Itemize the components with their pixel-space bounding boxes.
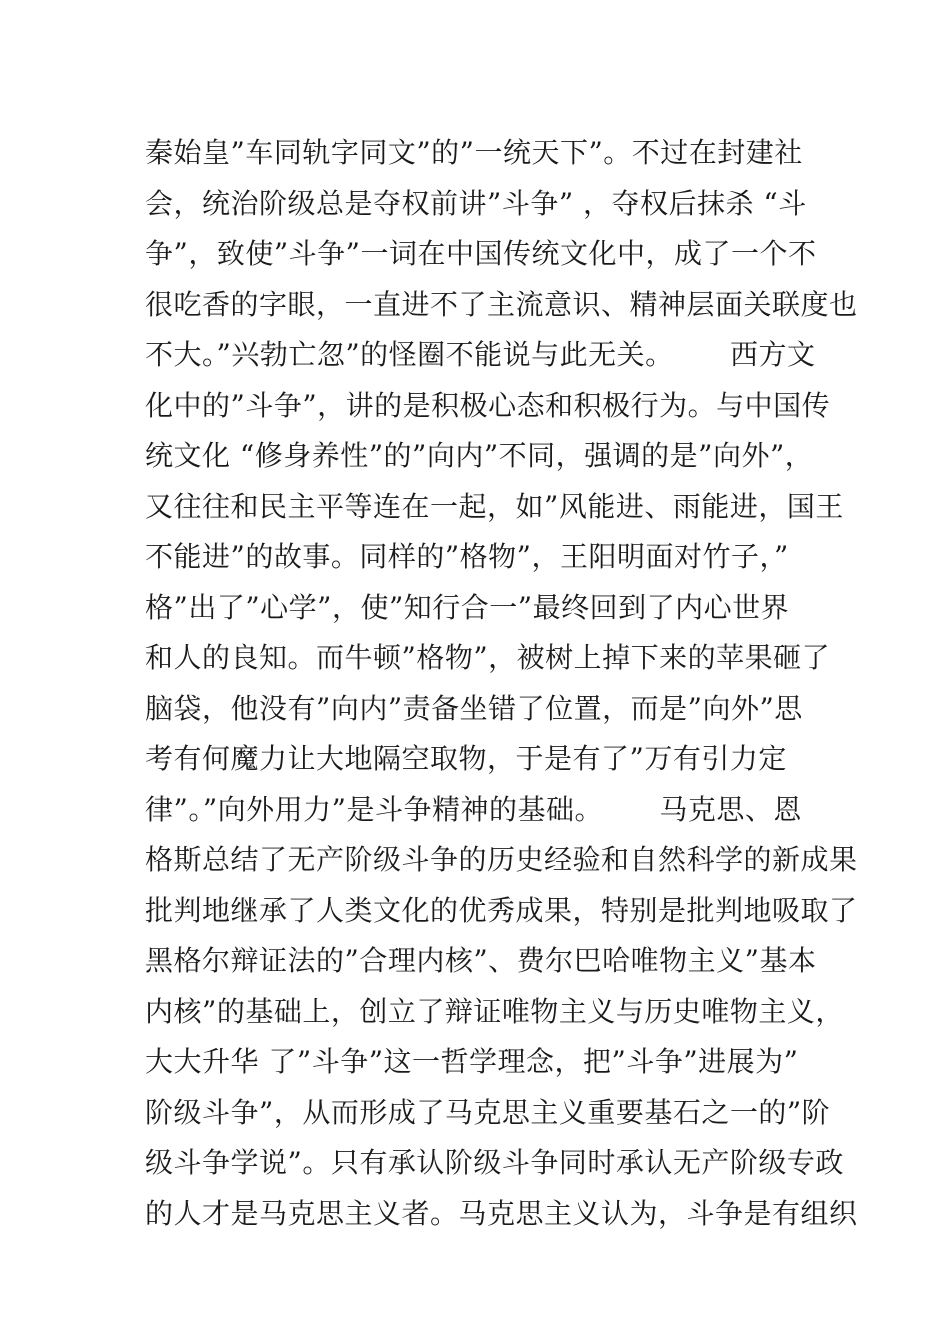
text-line: 阶级斗争”，从而形成了马克思主义重要基石之一的”阶 (145, 1095, 831, 1129)
text-line: 化中的”斗争”，讲的是积极心态和积极行为。与中国传 (145, 388, 831, 422)
text-line: 秦始皇”车同轨字同文”的”一统天下”。不过在封建社 (145, 136, 803, 169)
body-text (145, 128, 858, 1239)
text-line: 统文化 “修身养性”的”向内”不同，强调的是”向外”， (145, 439, 814, 472)
text-line: 格”出了”心学”，使”知行合一”最终回到了内心世界 (145, 590, 790, 624)
text-line: 律”。”向外用力”是斗争精神的基础。 马克思、恩 (145, 792, 802, 826)
text-line: 批判地继承了人类文化的优秀成果，特别是批判地吸取了 (145, 893, 858, 927)
text-line: 级斗争学说”。只有承认阶级斗争同时承认无产阶级专政 (145, 1146, 844, 1179)
text-line: 很吃香的字眼，一直进不了主流意识、精神层面关联度也 (145, 287, 858, 321)
text-line: 和人的良知。而牛顿”格物”，被树上掉下来的苹果砸了 (145, 641, 831, 674)
text-line: 内核”的基础上，创立了辩证唯物主义与历史唯物主义， (145, 994, 844, 1028)
text-line: 考有何魔力让大地隔空取物，于是有了”万有引力定 (145, 742, 787, 775)
text-line: 不能进”的故事。同样的”格物”，王阳明面对竹子，” (145, 540, 789, 573)
text-line: 格斯总结了无产阶级斗争的历史经验和自然科学的新成果 (145, 843, 858, 876)
text-line: 不大。”兴勃亡忽”的怪圈不能说与此无关。 西方文 (145, 338, 816, 371)
text-line: 脑袋，他没有”向内”责备坐错了位置，而是”向外”思 (145, 691, 803, 725)
text-line: 的人才是马克思主义者。马克思主义认为，斗争是有组织 (145, 1196, 858, 1230)
text-line: 争”，致使”斗争”一词在中国传统文化中，成了一个不 (145, 237, 817, 270)
text-line: 又往往和民主平等连在一起，如”风能进、雨能进，国王 (145, 489, 844, 523)
text-line: 黑格尔辩证法的”合理内核”、费尔巴哈唯物主义”基本 (145, 944, 817, 977)
text-line: 会，统治阶级总是夺权前讲”斗争” ，夺权后抹杀 “斗 (145, 186, 807, 220)
text-line: 大大升华 了”斗争”这一哲学理念，把”斗争”进展为” (145, 1045, 799, 1078)
